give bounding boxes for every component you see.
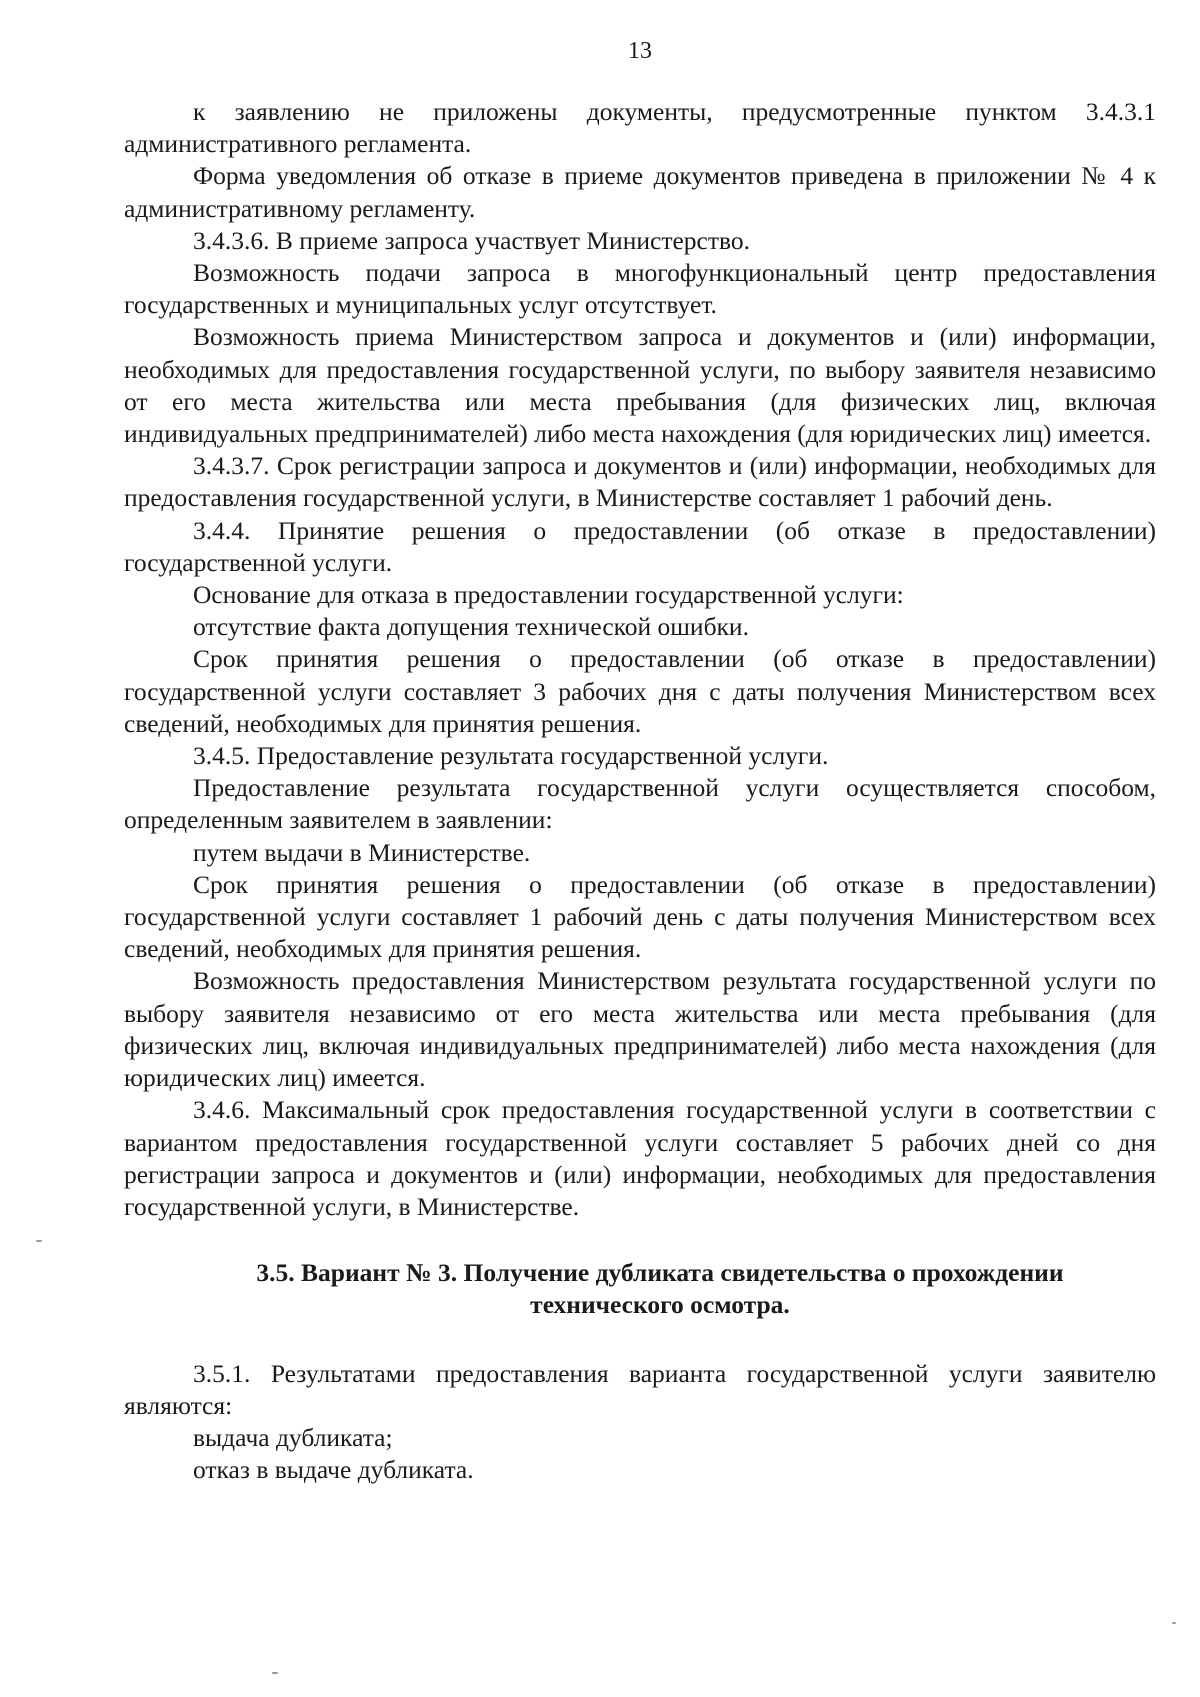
paragraph: выдача дубликата;: [193, 1422, 393, 1452]
paragraph: Форма уведомления об отказе в приеме документов приведена в приложении № 4 к административному регламенту.: [124, 161, 1156, 223]
paragraph: отказ в выдаче дубликата.: [193, 1455, 474, 1485]
section-heading: [124, 1257, 1156, 1321]
paragraph: Срок принятия решения о предоставлении (об отказе в предоставлении) государственной услуги составляет 1 рабочий день с даты получения Министерством всех сведений, необходимых для принятия решения.: [124, 869, 1156, 964]
section-heading-line: технического осмотра.: [530, 1290, 790, 1320]
paragraph: Основание для отказа в предоставлении государственной услуги:: [193, 580, 904, 610]
paragraph: 3.4.3.7. Срок регистрации запроса и документов и (или) информации, необходимых для предоставления государственной услуги, в Министерстве составляет 1 рабочий день.: [124, 451, 1156, 513]
scan-speck: [1172, 1622, 1176, 1624]
paragraph: Срок принятия решения о предоставлении (об отказе в предоставлении) государственной услуги составляет 3 рабочих дня с даты получения Министерством всех сведений, необходимых для принятия решения.: [124, 644, 1156, 738]
paragraph: Возможность подачи запроса в многофункциональный центр предоставления государственных и муниципальных услуг отсутствует.: [124, 258, 1156, 320]
paragraph: 3.4.5. Предоставление результата государственной услуги.: [193, 741, 829, 771]
paragraph: Возможность предоставления Министерством результата государственной услуги по выбору заявителя независимо от его места жительства или места пребывания (для физических лиц, включая индивидуальных предпринимателей) либо места нахождения (для юридических лиц) имеется.: [124, 966, 1156, 1093]
section-heading-line: 3.5. Вариант № 3. Получение дубликата свидетельства о прохождении: [256, 1258, 1064, 1288]
paragraph: путем выдачи в Министерстве.: [193, 837, 531, 867]
paragraph: 3.4.4. Принятие решения о предоставлении (об отказе в предоставлении) государственной услуги.: [124, 515, 1156, 577]
page-number: 13: [628, 38, 652, 64]
paragraph: 3.5.1. Результатами предоставления варианта государственной услуги заявителю являются:: [124, 1358, 1156, 1420]
scan-speck: [36, 1240, 42, 1242]
paragraph: отсутствие факта допущения технической ошибки.: [193, 612, 749, 642]
paragraph: Предоставление результата государственной услуги осуществляется способом, определенным заявителем в заявлении:: [124, 773, 1156, 835]
scan-speck: [272, 1672, 278, 1674]
paragraph: Возможность приема Министерством запроса и документов и (или) информации, необходимых для предоставления государственной услуги, по выбору заявителя независимо от его места жительства или места пребывания (для физических лиц, включая индивидуальных предпринимателей) либо места нахождения (для юридических лиц) имеется.: [124, 322, 1156, 449]
paragraph: 3.4.3.6. В приеме запроса участвует Министерство.: [193, 225, 750, 255]
paragraph: 3.4.6. Максимальный срок предоставления государственной услуги в соответствии с вариантом предоставления государственной услуги составляет 5 рабочих дней со дня регистрации запроса и документов и (или) информации, необходимых для предоставления государственной услуги, в Министерстве.: [124, 1095, 1156, 1221]
document-body: [124, 96, 1156, 1486]
paragraph: к заявлению не приложены документы, предусмотренные пунктом 3.4.3.1 административного регламента.: [124, 97, 1156, 159]
